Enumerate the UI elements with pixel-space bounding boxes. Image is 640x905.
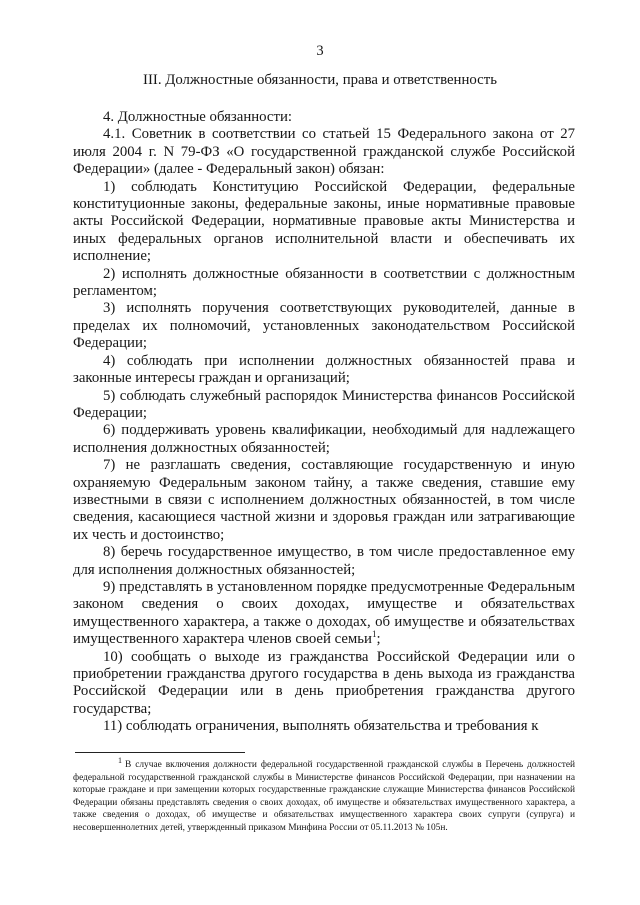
footnote-reference[interactable]: 1 [371,629,377,640]
document-body [73,109,575,736]
paragraph-item-1: 1) соблюдать Конституцию Российской Федерации, федеральные конституционные законы, федеральные законы, иные нормативные правовые акты Российской Федерации, нормативные правовые акты Министерства и иных федеральных органов исполнительной власти и обеспечивать их исполнение; [73,178,575,265]
paragraph-item-9 [73,579,575,649]
paragraph-item-6: 6) поддерживать уровень квалификации, необходимый для надлежащего исполнения должностных обязанностей; [73,422,575,456]
paragraph-item-4: 4) соблюдать при исполнении должностных обязанностей права и законные интересы граждан и организаций; [73,352,575,387]
section-heading: III. Должностные обязанности, права и ответственность [143,72,497,88]
page-number: 3 [316,43,324,59]
paragraph-item-7: 7) не разглашать сведения, составляющие государственную и иную охраняемую Федеральным законом тайну, а также сведения, ставшие ему известными в связи с исполнением должностных обязанностей, в том числе сведения, касающиеся частной жизни и здоровья граждан или затрагивающие их честь и достоинство; [73,457,575,543]
paragraph-item-11: 11) соблюдать ограничения, выполнять обязательства и требования к [103,718,539,735]
paragraph-4-1: 4.1. Советник в соответствии со статьей 15 Федерального закона от 27 июля 2004 г. N 79-ФЗ «О государственной гражданской службе Российской Федерации» (далее - Федеральный закон) обязан: [73,126,575,178]
footnote-text: В случае включения должности федеральной государственной гражданской службы в Перечень должностей федеральной государственной гражданской службы в Министерстве финансов Российской Федерации, при назначении на которые граждане и при замещении которых государственные гражданские служащие Министерства финансов Российской Федерации обязаны представлять сведения о своих доходах, об имуществе и обязательствах имущественного характера, а также сведения о доходах, об имуществе и обязательствах имущественного характера своих супруги (супруга) и несовершеннолетних детей, утвержденный приказом Минфина России от 05.11.2013 № 105н. [73,760,575,833]
paragraph-item-9-end: ; [376,631,381,648]
paragraph-item-5: 5) соблюдать служебный распорядок Министерства финансов Российской Федерации; [73,387,575,421]
paragraph-item-3: 3) исполнять поручения соответствующих руководителей, данные в пределах их полномочий, установленных законодательством Российской Федерации; [73,300,575,352]
paragraph-item-2: 2) исполнять должностные обязанности в соответствии с должностным регламентом; [73,265,575,300]
paragraph-item-10: 10) сообщать о выходе из гражданства Российской Федерации или о приобретении гражданства другого государства в день выхода из гражданства Российской Федерации или в день приобретения гражданства другого государства; [73,648,575,717]
paragraph-item-9-text: 9) представлять в установленном порядке предусмотренные Федеральным законом сведения о своих доходах, имуществе и обязательствах имущественного характера, а также о доходах, об имуществе и обязательствах имущественного характера членов своей семьи [73,578,575,648]
paragraph-duties-title: 4. Должностные обязанности: [103,109,292,125]
footnote [73,755,575,835]
paragraph-item-8: 8) беречь государственное имущество, в том числе предоставленное ему для исполнения должностных обязанностей; [73,544,575,578]
footnote-separator [75,752,245,753]
footnote-mark: 1 [118,755,122,765]
